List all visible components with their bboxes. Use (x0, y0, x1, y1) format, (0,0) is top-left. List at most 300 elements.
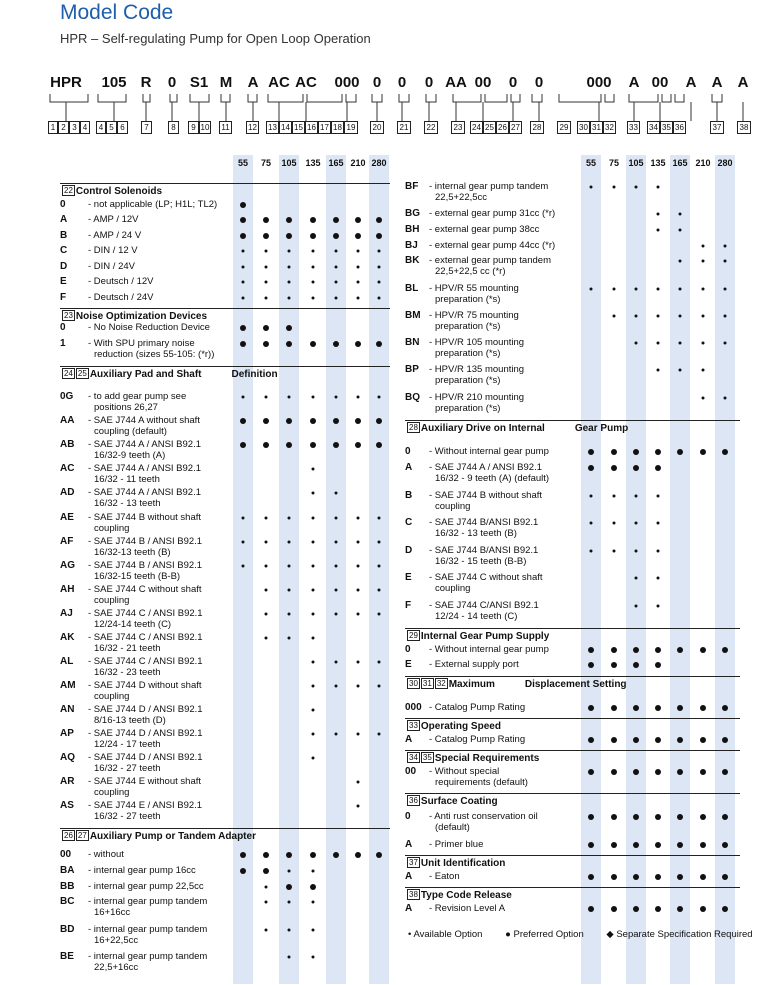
option-code: E (405, 572, 412, 583)
available-option-dot (312, 685, 315, 688)
section-title (407, 857, 505, 869)
section-title (407, 889, 512, 901)
preferred-option-dot (722, 647, 728, 653)
available-option-dot (724, 288, 727, 291)
option-description: - not applicable (LP; H1L; TL2) (88, 199, 218, 210)
position-box: 25 (77, 369, 87, 378)
preferred-option-dot (677, 906, 683, 912)
position-number-box: 34 (647, 121, 660, 134)
preferred-option-dot (355, 341, 361, 347)
code-bracket (372, 94, 382, 121)
preferred-option-dot (677, 814, 683, 820)
available-option-dot (357, 589, 360, 592)
option-description: - With SPU primary noise (88, 338, 195, 349)
available-option-dot (657, 577, 660, 580)
option-description: coupling (94, 595, 130, 606)
preferred-option-dot (722, 449, 728, 455)
available-option-dot (702, 369, 705, 372)
position-number-box: 24 (470, 121, 483, 134)
option-description: - AMP / 12V (88, 214, 139, 225)
code-segment: 0 (424, 74, 434, 91)
option-code: BF (405, 181, 419, 192)
available-option-dot (288, 541, 291, 544)
code-segment: 0 (534, 74, 544, 91)
option-code: BM (405, 310, 421, 321)
option-code: A (405, 462, 413, 473)
option-description: - HPV/R 135 mounting (429, 364, 525, 375)
code-bracket (248, 94, 257, 121)
available-option-dot (613, 288, 616, 291)
available-option-dot (657, 315, 660, 318)
code-bracket (453, 94, 481, 121)
preferred-option-dot (376, 217, 382, 223)
available-option-dot (312, 929, 315, 932)
preferred-option-dot (263, 233, 269, 239)
available-option-dot (378, 396, 381, 399)
preferred-option-dot (655, 465, 661, 471)
column-band (369, 155, 389, 984)
available-option-dot (590, 288, 593, 291)
preferred-option-dot (677, 449, 683, 455)
position-number-box: 5 (106, 121, 117, 134)
preferred-option-dot (700, 705, 706, 711)
available-option-dot (335, 492, 338, 495)
available-option-dot (312, 541, 315, 544)
option-description: coupling (435, 583, 471, 594)
available-option-dot (679, 213, 682, 216)
section-title (62, 310, 207, 322)
option-description: - SAE J744 D / ANSI B92.1 (88, 752, 203, 763)
option-code: 1 (60, 338, 66, 349)
position-number-box: 33 (627, 121, 640, 134)
option-code: 00 (405, 766, 417, 777)
preferred-option-dot (588, 705, 594, 711)
legend-special: ◆ Separate Specification Required (606, 929, 753, 940)
preferred-option-dot (588, 769, 594, 775)
position-box: 24 (64, 369, 73, 378)
preferred-option-dot (633, 449, 639, 455)
option-description: 16/32 - 23 teeth (94, 667, 161, 678)
preferred-option-dot (240, 852, 246, 858)
option-description: - SAE J744 A / ANSI B92.1 (88, 463, 202, 474)
available-option-dot (288, 565, 291, 568)
available-option-dot (242, 565, 245, 568)
option-description: - Revision Level A (429, 903, 506, 914)
section-title (62, 830, 256, 842)
preferred-option-dot (611, 705, 617, 711)
available-option-dot (702, 397, 705, 400)
size-header: 55 (585, 158, 597, 168)
preferred-option-dot (263, 852, 269, 858)
preferred-option-dot (633, 737, 639, 743)
section-title (62, 185, 162, 197)
option-code: BB (60, 881, 75, 892)
option-description: (default) (435, 822, 470, 833)
option-code: AC (60, 463, 75, 474)
option-code: BG (405, 208, 420, 219)
available-option-dot (657, 605, 660, 608)
preferred-option-dot (240, 217, 246, 223)
section-title-line: Noise Optimization Devices (75, 311, 208, 322)
preferred-option-dot (655, 705, 661, 711)
section-title-line: Type Code Release (420, 890, 512, 901)
code-brackets (46, 92, 758, 122)
option-code: AQ (60, 752, 75, 763)
option-code: BH (405, 224, 420, 235)
section-title (407, 720, 501, 732)
option-description: - external gear pump tandem (429, 255, 551, 266)
option-description: coupling (94, 523, 130, 534)
option-code: BE (60, 951, 74, 962)
available-option-dot (335, 589, 338, 592)
available-option-dot (265, 250, 268, 253)
option-description: - Deutsch / 24V (88, 292, 154, 303)
position-number-box: 27 (509, 121, 522, 134)
preferred-option-dot (355, 418, 361, 424)
available-option-dot (657, 522, 660, 525)
position-number-box: 15 (292, 121, 305, 134)
option-code: AJ (60, 608, 73, 619)
option-description: 16/32-13 teeth (B) (94, 547, 171, 558)
available-option-dot (378, 661, 381, 664)
position-number-box: 22 (424, 121, 438, 134)
preferred-option-dot (588, 647, 594, 653)
option-description: - HPV/R 105 mounting (429, 337, 525, 348)
available-option-dot (265, 281, 268, 284)
preferred-option-dot (263, 418, 269, 424)
preferred-option-dot (655, 842, 661, 848)
option-description: - SAE J744 C without shaft (429, 572, 543, 583)
available-option-dot (357, 281, 360, 284)
preferred-option-dot (376, 341, 382, 347)
option-description: - External supply port (429, 659, 519, 670)
preferred-option-dot (722, 737, 728, 743)
preferred-option-dot (655, 874, 661, 880)
preferred-option-dot (611, 449, 617, 455)
preferred-option-dot (310, 418, 316, 424)
option-code: AG (60, 560, 75, 571)
option-description: 12/24 - 17 teeth (94, 739, 161, 750)
available-option-dot (312, 517, 315, 520)
preferred-option-dot (655, 814, 661, 820)
option-code: AN (60, 704, 75, 715)
available-option-dot (635, 342, 638, 345)
position-number-box: 36 (673, 121, 686, 134)
option-description: - AMP / 24 V (88, 230, 142, 241)
option-description: - Without special (429, 766, 500, 777)
option-description: - SAE J744 D without shaft (88, 680, 202, 691)
preferred-option-dot (677, 647, 683, 653)
available-option-dot (335, 613, 338, 616)
preferred-option-dot (240, 202, 246, 208)
position-box: 33 (409, 721, 418, 730)
available-option-dot (312, 661, 315, 664)
option-description: 16+22,5cc (94, 935, 139, 946)
code-bracket (426, 94, 436, 121)
available-option-dot (312, 901, 315, 904)
option-description: - DIN / 24V (88, 261, 135, 272)
position-box: 26 (64, 831, 73, 840)
preferred-option-dot (240, 233, 246, 239)
available-option-dot (265, 541, 268, 544)
option-description: - Catalog Pump Rating (429, 734, 526, 745)
option-description: - SAE J744 C / ANSI B92.1 (88, 632, 203, 643)
preferred-option-dot (240, 325, 246, 331)
option-code: 0 (405, 811, 411, 822)
preferred-option-dot (588, 814, 594, 820)
available-option-dot (265, 589, 268, 592)
available-option-dot (312, 870, 315, 873)
preferred-option-dot (355, 852, 361, 858)
legend-preferred: ● Preferred Option (505, 929, 584, 940)
position-number-box: 19 (344, 121, 358, 134)
section-title-line: Special Requirements (434, 753, 540, 764)
option-description: - Primer blue (429, 839, 484, 850)
preferred-option-dot (677, 737, 683, 743)
option-description: - SAE J744 D / ANSI B92.1 (88, 728, 203, 739)
code-bracket (98, 94, 126, 121)
option-description: - SAE J744 A / ANSI B92.1 (88, 487, 202, 498)
available-option-dot (679, 369, 682, 372)
section-header (60, 366, 390, 385)
option-code: AM (60, 680, 76, 691)
code-bracket (346, 94, 356, 121)
available-option-dot (590, 186, 593, 189)
available-option-dot (312, 468, 315, 471)
available-option-dot (335, 517, 338, 520)
code-bracket (143, 94, 150, 121)
code-segment: AA (445, 74, 467, 91)
preferred-option-dot (286, 325, 292, 331)
option-description: 16/32 - 15 teeth (B-B) (435, 556, 527, 567)
option-description: 16/32 - 27 teeth (94, 811, 161, 822)
available-option-dot (635, 550, 638, 553)
available-option-dot (657, 288, 660, 291)
preferred-option-dot (240, 341, 246, 347)
preferred-option-dot (310, 217, 316, 223)
preferred-option-dot (588, 449, 594, 455)
option-description: - internal gear pump tandem (88, 924, 208, 935)
section-header (405, 420, 740, 439)
available-option-dot (357, 805, 360, 808)
preferred-option-dot (611, 814, 617, 820)
section-title (407, 795, 498, 807)
option-code: AD (60, 487, 75, 498)
available-option-dot (265, 637, 268, 640)
code-segment: S1 (189, 74, 209, 91)
option-code: BN (405, 337, 420, 348)
preferred-option-dot (310, 852, 316, 858)
model-code-string (46, 74, 758, 92)
available-option-dot (357, 250, 360, 253)
section-title (407, 630, 549, 642)
option-code: F (60, 292, 67, 303)
code-segment: R (140, 74, 152, 91)
preferred-option-dot (286, 852, 292, 858)
preferred-option-dot (333, 442, 339, 448)
option-description: - SAE J744 B / ANSI B92.1 (88, 536, 203, 547)
option-description: preparation (*s) (435, 321, 501, 332)
available-option-dot (335, 396, 338, 399)
section-title-line: Surface Coating (420, 796, 498, 807)
code-bracket (483, 94, 507, 121)
preferred-option-dot (588, 906, 594, 912)
available-option-dot (288, 929, 291, 932)
preferred-option-dot (722, 705, 728, 711)
preferred-option-dot (310, 442, 316, 448)
code-bracket (675, 94, 717, 121)
code-segment: HPR (50, 74, 82, 91)
preferred-option-dot (333, 418, 339, 424)
option-description: - Anti rust conservation oil (429, 811, 538, 822)
available-option-dot (312, 956, 315, 959)
option-code: 0 (405, 446, 411, 457)
section-title-line: Gear Pump (574, 423, 629, 434)
code-bracket (190, 94, 209, 121)
position-number-box: 30 (577, 121, 590, 134)
option-code: BQ (405, 392, 420, 403)
available-option-dot (657, 213, 660, 216)
preferred-option-dot (240, 868, 246, 874)
option-description: - No Noise Reduction Device (88, 322, 210, 333)
section-title-line: Displacement Setting (524, 679, 627, 690)
preferred-option-dot (633, 705, 639, 711)
size-header: 165 (672, 158, 688, 168)
available-option-dot (265, 565, 268, 568)
option-description: 22,5+16cc (94, 962, 139, 973)
available-option-dot (357, 541, 360, 544)
available-option-dot (590, 550, 593, 553)
available-option-dot (312, 733, 315, 736)
preferred-option-dot (655, 906, 661, 912)
available-option-dot (265, 517, 268, 520)
available-option-dot (724, 397, 727, 400)
available-option-dot (312, 492, 315, 495)
available-option-dot (288, 266, 291, 269)
available-option-dot (357, 396, 360, 399)
preferred-option-dot (611, 465, 617, 471)
position-number-box: 25 (483, 121, 496, 134)
available-option-dot (679, 229, 682, 232)
section-title (407, 678, 627, 690)
section-title-line: Internal Gear Pump Supply (420, 631, 550, 642)
code-bracket (511, 94, 520, 121)
section-title-line: Definition (231, 369, 278, 380)
preferred-option-dot (611, 647, 617, 653)
option-code: 0G (60, 391, 74, 402)
column-band (233, 155, 253, 984)
option-description: preparation (*s) (435, 294, 501, 305)
preferred-option-dot (633, 647, 639, 653)
available-option-dot (635, 315, 638, 318)
position-number-box: 16 (305, 121, 318, 134)
available-option-dot (312, 565, 315, 568)
preferred-option-dot (355, 217, 361, 223)
available-option-dot (378, 565, 381, 568)
preferred-option-dot (633, 662, 639, 668)
position-box: 29 (409, 631, 418, 640)
preferred-option-dot (333, 341, 339, 347)
code-segment: 000 (334, 74, 360, 91)
preferred-option-dot (700, 449, 706, 455)
available-option-dot (657, 495, 660, 498)
option-description: 16/32 - 13 teeth (94, 498, 161, 509)
option-description: 12/24-14 teeth (C) (94, 619, 172, 630)
available-option-dot (357, 565, 360, 568)
option-description: positions 26,27 (94, 402, 158, 413)
preferred-option-dot (286, 884, 292, 890)
available-option-dot (312, 589, 315, 592)
position-number-box: 35 (660, 121, 673, 134)
available-option-dot (312, 709, 315, 712)
option-description: - Catalog Pump Rating (429, 702, 526, 713)
section-header (405, 793, 740, 812)
section-title-line: Control Solenoids (75, 186, 163, 197)
available-option-dot (335, 297, 338, 300)
preferred-option-dot (611, 737, 617, 743)
option-description: - SAE J744 C without shaft (88, 584, 202, 595)
available-option-dot (613, 186, 616, 189)
preferred-option-dot (611, 769, 617, 775)
available-option-dot (657, 342, 660, 345)
position-number-box: 28 (530, 121, 544, 134)
preferred-option-dot (722, 874, 728, 880)
available-option-dot (635, 495, 638, 498)
option-description: 16/32 - 21 teeth (94, 643, 161, 654)
size-header: 105 (628, 158, 644, 168)
size-header: 75 (260, 158, 272, 168)
option-description: 22,5+22,5cc (435, 192, 488, 203)
code-segment: 00 (474, 74, 492, 91)
available-option-dot (679, 260, 682, 263)
preferred-option-dot (655, 662, 661, 668)
available-option-dot (378, 541, 381, 544)
option-description: requirements (default) (435, 777, 528, 788)
available-option-dot (312, 637, 315, 640)
available-option-dot (335, 685, 338, 688)
option-description: - without (88, 849, 124, 860)
position-box: 23 (64, 311, 73, 320)
position-box: 30 (409, 679, 418, 688)
preferred-option-dot (655, 647, 661, 653)
size-header: 165 (328, 158, 344, 168)
preferred-option-dot (633, 465, 639, 471)
code-segment: A (737, 74, 749, 91)
size-header: 210 (350, 158, 366, 168)
available-option-dot (378, 250, 381, 253)
section-title-line: Auxiliary Pump or Tandem Adapter (89, 831, 256, 842)
preferred-option-dot (263, 217, 269, 223)
position-number-box: 3 (69, 121, 80, 134)
available-option-dot (657, 550, 660, 553)
available-option-dot (702, 288, 705, 291)
position-number-box: 32 (603, 121, 616, 134)
position-number-box: 17 (318, 121, 331, 134)
available-option-dot (702, 315, 705, 318)
option-description: reduction (sizes 55-105: (*r)) (94, 349, 215, 360)
option-description: - SAE J744 E / ANSI B92.1 (88, 800, 203, 811)
section-title-line: Maximum (448, 679, 495, 690)
option-code: 0 (60, 199, 66, 210)
available-option-dot (335, 250, 338, 253)
available-option-dot (312, 396, 315, 399)
preferred-option-dot (633, 874, 639, 880)
code-bracket (268, 94, 303, 121)
option-description: - HPV/R 55 mounting (429, 283, 519, 294)
option-description: - external gear pump 31cc (*r) (429, 208, 556, 219)
preferred-option-dot (722, 769, 728, 775)
position-box: 31 (422, 679, 432, 688)
